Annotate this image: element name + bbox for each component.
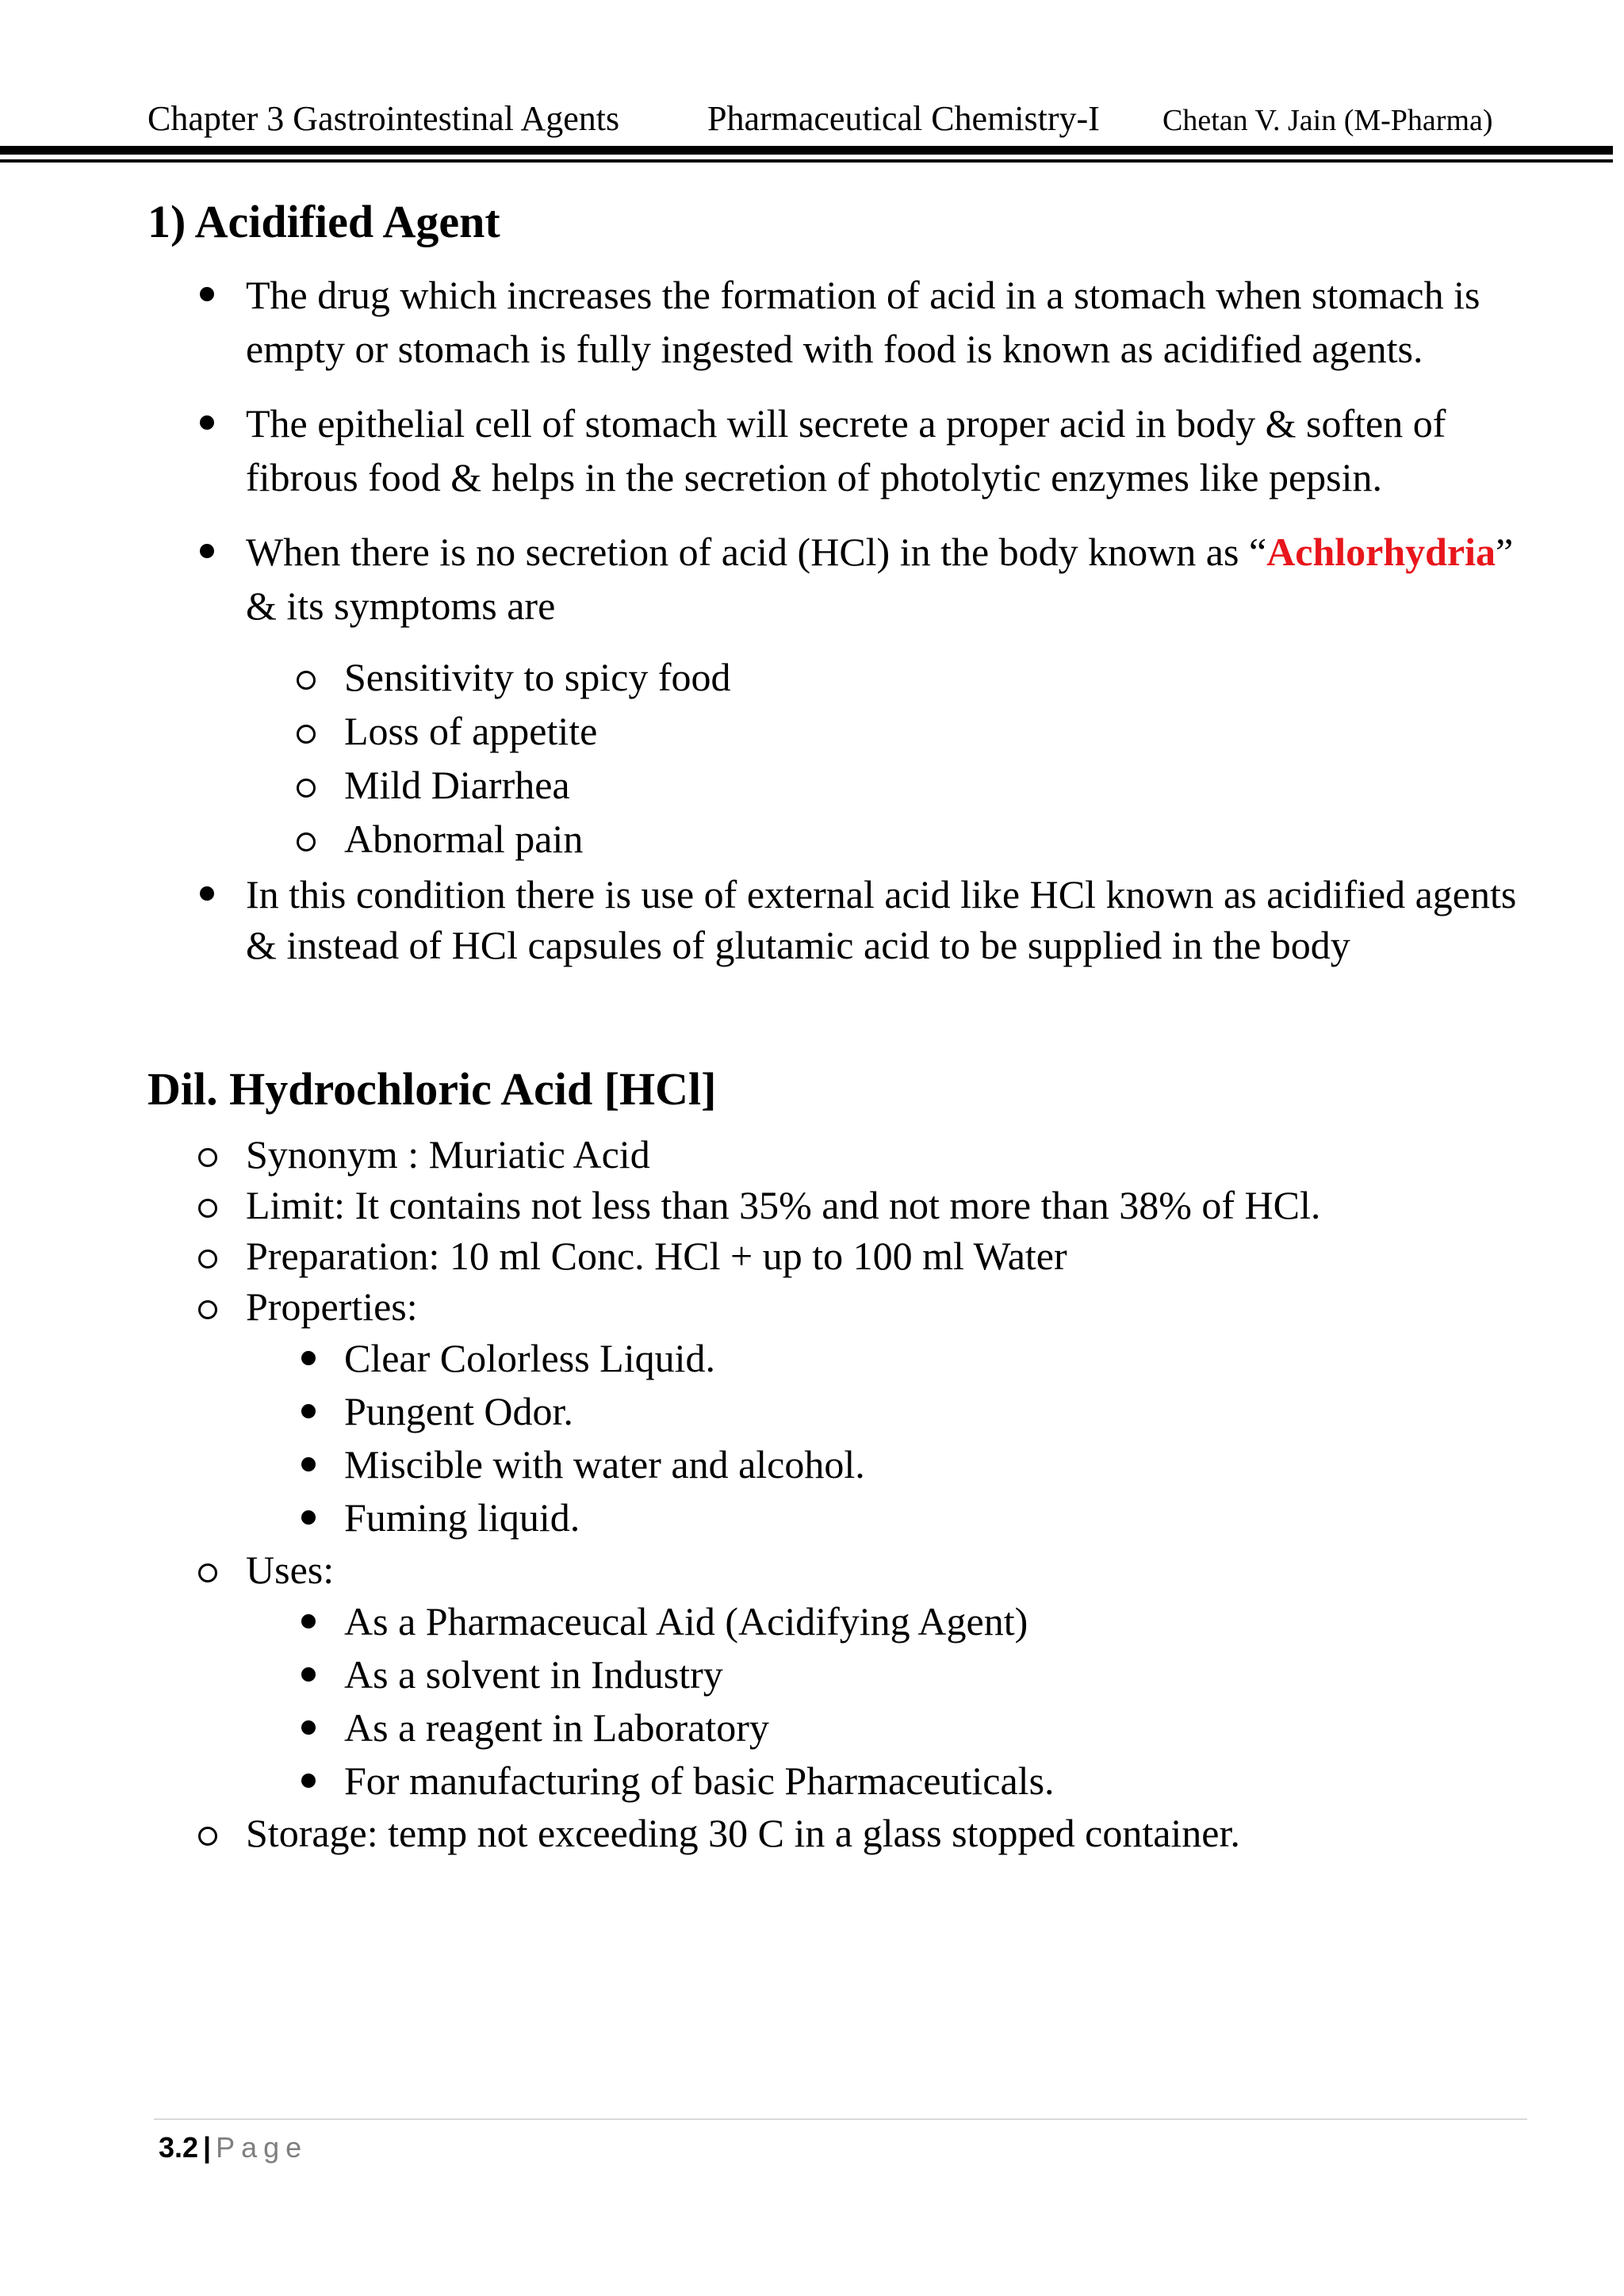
circle-bullet-icon (198, 1827, 217, 1846)
list-item-storage: Storage: temp not exceeding 30 C in a glass stopped container. (147, 1808, 1543, 1858)
list-item: Clear Colorless Liquid. (246, 1332, 1543, 1385)
bullet-dot-icon (301, 1457, 316, 1471)
acidified-agent-bullets-cont (147, 869, 1543, 970)
bullet-text-pre: When there is no secretion of acid (HCl) in the body known as “ (246, 530, 1267, 574)
list-item: Abnormal pain (147, 812, 1543, 866)
bullet-achlorhydria (147, 525, 1543, 633)
header-chapter: Chapter 3 Gastrointestinal Agents (147, 99, 620, 138)
list-item: As a solvent in Industry (246, 1648, 1543, 1701)
list-item-synonym: Synonym : Muriatic Acid (147, 1129, 1543, 1180)
bullet-epithelial (147, 396, 1543, 504)
list-item: Loss of appetite (147, 704, 1543, 758)
bullet-text: The drug which increases the formation of acid in a stomach when stomach is empty or stomach is fully ingested with food is known as acidified agents. (246, 273, 1480, 371)
bullet-dot-icon (200, 287, 214, 301)
bullet-text: In this condition there is use of external acid like HCl known as acidified agents & instead of HCl capsules of glutamic acid to be supplied in the body (246, 872, 1517, 967)
uses-list (246, 1595, 1543, 1808)
header-rule-thin (0, 159, 1613, 163)
page-content (147, 190, 1543, 1858)
section-heading-acidified-agent: 1) Acidified Agent (147, 196, 500, 247)
symptoms-list (147, 650, 1543, 866)
list-item: For manufacturing of basic Pharmaceuticals. (246, 1755, 1543, 1808)
list-item: Miscible with water and alcohol. (246, 1438, 1543, 1491)
circle-bullet-icon (198, 1148, 217, 1167)
bullet-definition (147, 268, 1543, 376)
circle-bullet-icon (198, 1249, 217, 1269)
list-item-preparation: Preparation: 10 ml Conc. HCl + up to 100 ml Water (147, 1230, 1543, 1281)
bullet-dot-icon (301, 1510, 316, 1525)
list-item: Sensitivity to spicy food (147, 650, 1543, 704)
circle-bullet-icon (297, 671, 316, 690)
bullet-dot-icon (301, 1720, 316, 1735)
bullet-dot-icon (200, 544, 214, 558)
bullet-dot-icon (301, 1667, 316, 1682)
page-footer (159, 2128, 308, 2168)
dil-hcl-list (147, 1129, 1543, 1858)
list-item: As a Pharmaceucal Aid (Acidifying Agent) (246, 1595, 1543, 1648)
bullet-dot-icon (301, 1404, 316, 1418)
bullet-text: The epithelial cell of stomach will secrete a proper acid in body & soften of fibrous food & helps in the secretion of photolytic enzymes like pepsin. (246, 401, 1446, 499)
bullet-dot-icon (301, 1351, 316, 1365)
list-item-uses: Uses: As a Pharmaceucal Aid (Acidifying Agent) As a solvent in Industry As a reagent in Laboratory For manufacturing of basic Pharmaceuticals. (147, 1544, 1543, 1808)
header-rule-thick (0, 146, 1613, 155)
term-achlorhydria: Achlorhydria (1266, 530, 1496, 574)
list-item: Pungent Odor. (246, 1385, 1543, 1438)
bullet-dot-icon (200, 886, 214, 901)
bullet-external-acid (147, 869, 1543, 970)
page-label: Page (216, 2131, 308, 2164)
circle-bullet-icon (198, 1563, 217, 1582)
footer-separator: | (203, 2131, 212, 2164)
section-heading-dil-hcl: Dil. Hydrochloric Acid [HCl] (147, 1063, 717, 1115)
footer-rule (154, 2118, 1527, 2120)
circle-bullet-icon (297, 779, 316, 798)
header-author: Chetan V. Jain (M-Pharma) (1162, 104, 1493, 137)
bullet-dot-icon (301, 1774, 316, 1788)
acidified-agent-bullets (147, 268, 1543, 633)
list-item: Fuming liquid. (246, 1491, 1543, 1544)
bullet-dot-icon (200, 415, 214, 430)
header-subject: Pharmaceutical Chemistry-I (707, 99, 1100, 138)
circle-bullet-icon (297, 725, 316, 744)
list-item: As a reagent in Laboratory (246, 1701, 1543, 1755)
circle-bullet-icon (198, 1199, 217, 1218)
list-item-limit: Limit: It contains not less than 35% and not more than 38% of HCl. (147, 1180, 1543, 1230)
bullet-text-post: ” & its symptoms are (246, 530, 1514, 628)
page-number: 3.2 (159, 2131, 199, 2164)
circle-bullet-icon (198, 1300, 217, 1319)
circle-bullet-icon (297, 832, 316, 851)
page-header (147, 95, 1527, 143)
properties-list (246, 1332, 1543, 1544)
list-item-properties: Properties: Clear Colorless Liquid. Pungent Odor. Miscible with water and alcohol. Fuming liquid. (147, 1281, 1543, 1544)
list-item: Mild Diarrhea (147, 758, 1543, 812)
bullet-dot-icon (301, 1614, 316, 1628)
